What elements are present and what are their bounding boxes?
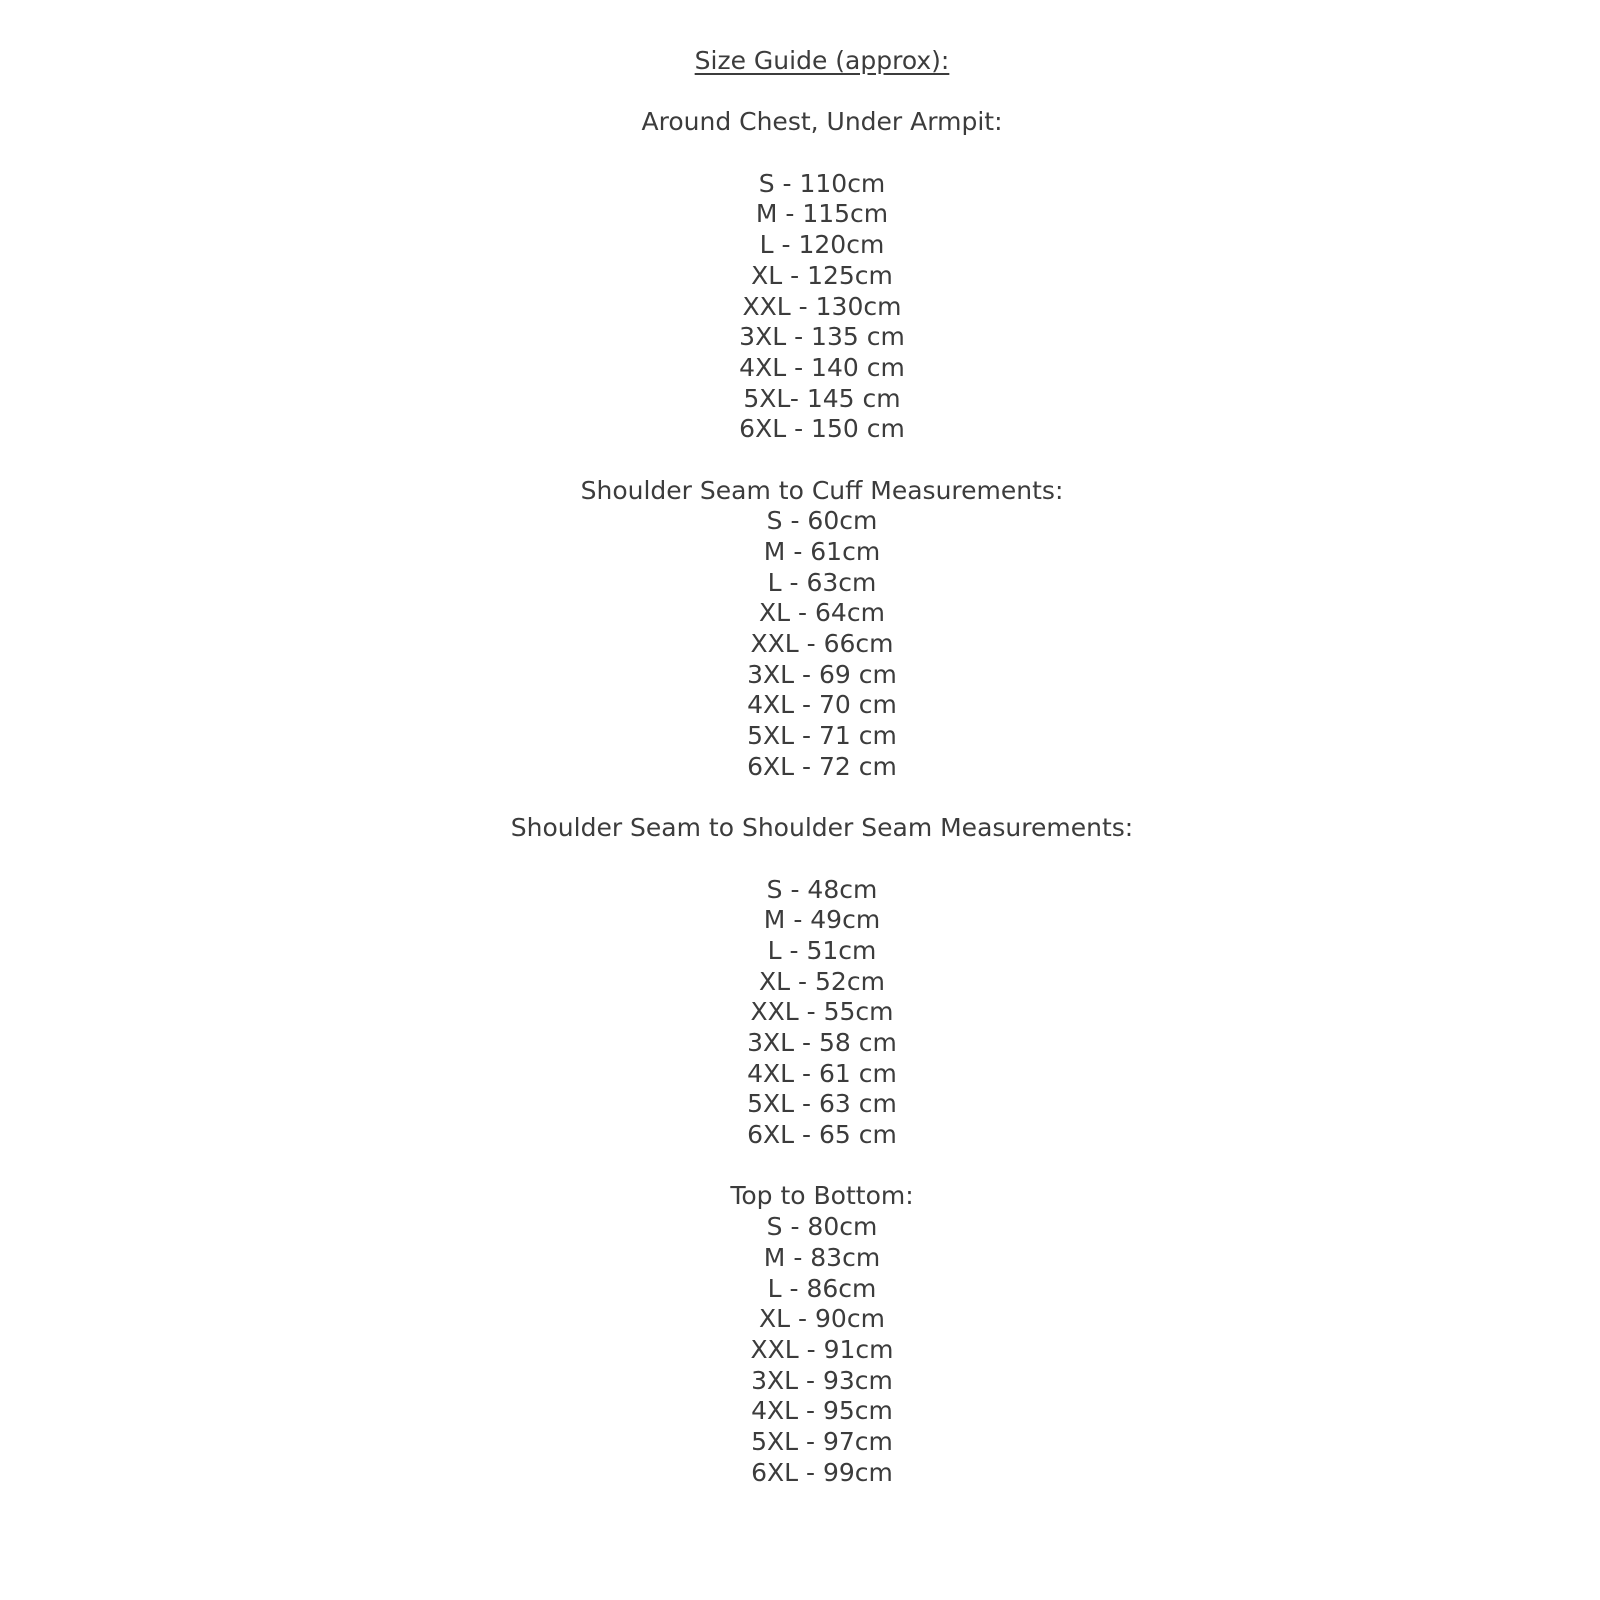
size-row: 6XL - 72 cm <box>747 751 897 781</box>
size-row: M - 61cm <box>763 537 881 566</box>
size-row: XXL - 55cm <box>750 997 894 1027</box>
size-row: 5XL - 97cm <box>751 1426 893 1456</box>
spacer <box>44 844 1600 875</box>
size-row: XXL - 66cm <box>750 629 894 659</box>
page-title-text: Size Guide (approx): <box>694 46 950 75</box>
spacer <box>44 445 1600 476</box>
size-row: 4XL - 140 cm <box>739 352 905 382</box>
size-row: L - 63cm <box>767 567 877 597</box>
size-row: XL - 52cm <box>759 966 885 996</box>
size-row: 3XL - 135 cm <box>739 322 905 352</box>
size-row: 3XL - 58 cm <box>747 1028 897 1057</box>
spacer <box>44 77 1600 108</box>
size-row: S - 48cm <box>766 874 878 904</box>
size-row: M - 115cm <box>755 199 889 229</box>
size-row: 3XL - 69 cm <box>747 659 897 689</box>
size-row: S - 110cm <box>758 168 886 198</box>
size-row: 5XL - 71 cm <box>747 721 897 751</box>
spacer <box>44 783 1600 814</box>
size-row: 4XL - 70 cm <box>747 690 897 720</box>
size-row: 5XL - 63 cm <box>747 1089 897 1119</box>
size-row: 6XL - 150 cm <box>739 414 905 444</box>
size-row: 5XL- 145 cm <box>743 383 901 413</box>
section-heading-length: Top to Bottom: <box>730 1181 914 1211</box>
size-row: L - 86cm <box>767 1273 877 1303</box>
size-row: XXL - 130cm <box>742 291 902 321</box>
spacer <box>44 1151 1600 1182</box>
size-row: 3XL - 93cm <box>751 1365 893 1395</box>
size-row: M - 83cm <box>763 1242 881 1272</box>
size-row: 6XL - 65 cm <box>747 1120 897 1150</box>
section-heading-cuff: Shoulder Seam to Cuff Measurements: <box>580 475 1064 505</box>
size-row: XL - 125cm <box>751 260 893 290</box>
section-heading-chest: Around Chest, Under Armpit: <box>641 107 1003 137</box>
size-row: 6XL - 99cm <box>751 1457 893 1487</box>
size-row: XL - 90cm <box>759 1304 885 1334</box>
size-row: L - 120cm <box>759 230 885 260</box>
size-row: XL - 64cm <box>759 598 885 628</box>
section-heading-shoulder: Shoulder Seam to Shoulder Seam Measurements: <box>510 813 1134 843</box>
size-row: 4XL - 95cm <box>751 1396 893 1426</box>
size-row: L - 51cm <box>767 935 877 965</box>
size-row: S - 60cm <box>766 506 878 536</box>
page-title <box>44 46 1600 77</box>
size-row: S - 80cm <box>766 1212 878 1242</box>
size-row: XXL - 91cm <box>750 1334 894 1364</box>
size-row: M - 49cm <box>763 905 881 935</box>
size-row: 4XL - 61 cm <box>747 1058 897 1088</box>
spacer <box>44 138 1600 169</box>
